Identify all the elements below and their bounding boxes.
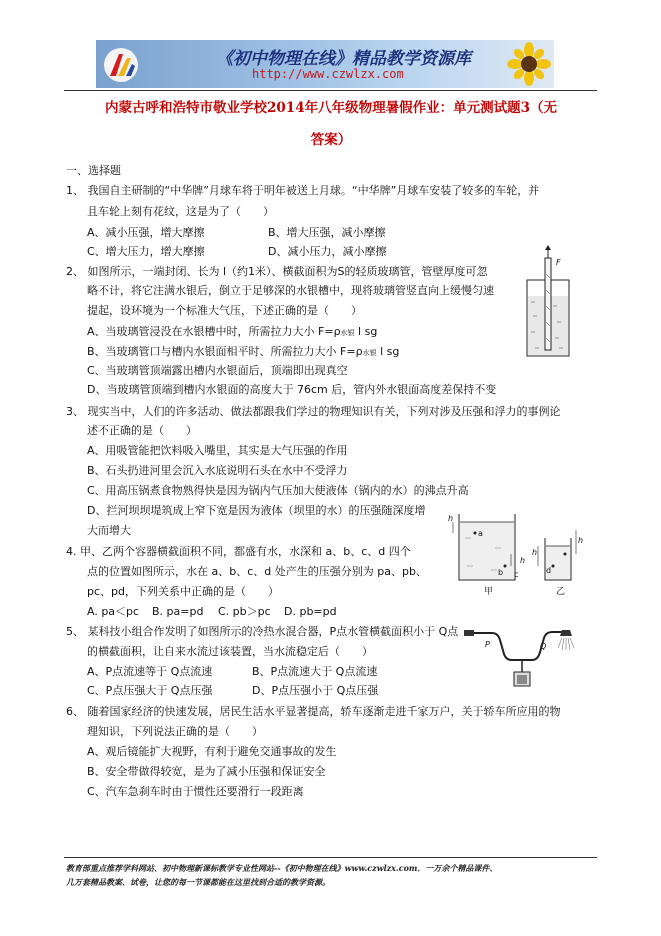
q2-figure-label-f: F (556, 258, 561, 267)
footer-line1: 教育部重点推荐学科网站、初中物理新课标教学专业性网站--《初中物理在线》www.czwlzx.com．一万余个精品课件、 (66, 863, 498, 873)
q5-fig-label-q: Q (540, 642, 547, 651)
q2-stem-line2: 略不计，将它注满水银后，倒立于足够深的水银槽中，现将玻璃管竖直向上缓慢匀速 (87, 284, 494, 297)
q2-option-a-end: l sg (358, 325, 378, 338)
q2-option-c: C、当玻璃管顶端露出槽内水银面后，顶端即出现真空 (87, 364, 348, 377)
banner-url: http://www.czwlzx.com (252, 67, 404, 81)
q4-fig-h4: h (578, 536, 584, 545)
q4-fig-h2: h (520, 556, 526, 565)
q1-option-a: A、减小压强，增大摩擦 (87, 226, 205, 239)
footer-line2: 几万套精品教案、试卷，让您的每一节课都能在这里找到合适的教学资源。 (66, 877, 330, 887)
q5-fig-label-p: P (485, 640, 490, 649)
q6-stem-line1: 6、 随着国家经济的快速发展，居民生活水平显著提高，轿车逐渐走进千家万户，关于轿车所应用的物 (66, 705, 561, 718)
q2-option-d: D、当玻璃管顶端到槽内水银面的高度大于 76cm 后，管内外水银面高度差保持不变 (87, 383, 497, 396)
q2-option-a (87, 325, 377, 340)
header-rule (64, 90, 597, 91)
q4-fig-label-yi: 乙 (556, 587, 566, 597)
q2-tube-figure (523, 244, 573, 359)
q5-option-c: C、P点压强大于 Q点压强 (87, 684, 213, 697)
footer-rule (64, 857, 597, 858)
q4-fig-label-b: b (498, 568, 504, 577)
q1-stem-line2: 且车轮上刻有花纹，这是为了（ ） (87, 205, 274, 218)
q4-fig-label-c: c (514, 570, 519, 579)
q4-fig-label-a: a (478, 529, 483, 538)
q4-fig-h3: h (532, 548, 538, 557)
q5-option-b: B、P点流速大于 Q点流速 (252, 665, 378, 678)
q3-option-a: A、用吸管能把饮料吸入嘴里，其实是大气压强的作用 (87, 444, 348, 457)
q2-option-b-text: B、当玻璃管口与槽内水银面相平时、所需拉力大小 F=ρ (87, 345, 363, 358)
q6-option-a: A、观后镜能扩大视野，有利于避免交通事故的发生 (87, 745, 337, 758)
document-title-line2: 答案） (310, 132, 352, 148)
q4-option-d: D. pb=pd (284, 605, 337, 618)
q4-fig-label-jia: 甲 (484, 587, 494, 597)
q1-option-b: B、增大压强，减小摩擦 (268, 226, 386, 239)
q3-stem-line1: 3、 现实当中，人们的许多活动、做法都跟我们学过的物理知识有关，下列对涉及压强和浮力的事例论 (66, 405, 561, 418)
q4-stem-line1: 4. 甲、乙两个容器横截面积不同，都盛有水，水深和 a、b、c、d 四个 (66, 545, 411, 558)
q6-option-b: B、安全带做得较宽，是为了减小压强和保证安全 (87, 765, 326, 778)
q3-option-d: D、拦河坝坝堤筑成上窄下宽是因为液体（坝里的水）的压强随深度增 (87, 504, 426, 517)
q2-option-b (87, 345, 399, 360)
q1-option-c: C、增大压力，增大摩擦 (87, 245, 205, 258)
q6-option-c: C、汽车急刹车时由于惯性还要滑行一段距离 (87, 785, 304, 798)
banner-title: 《初中物理在线》精品教学资源库 (216, 49, 471, 69)
q4-option-c: C. pb＞pc (218, 605, 271, 618)
q2-option-a-text: A、当玻璃管浸没在水银槽中时，所需拉力大小 F=ρ (87, 325, 341, 338)
q4-option-b: B. pa=pd (152, 605, 204, 618)
q2-stem-line1: 2、 如图所示，一端封闭、长为 l（约1米）、横截面积为S的轻质玻璃管，管壁厚度可忽 (66, 265, 488, 278)
document-title-line1: 内蒙古呼和浩特市敬业学校2014年八年级物理暑假作业：单元测试题3（无 (105, 100, 557, 116)
sunflower-icon (506, 42, 552, 86)
q5-option-d: D、P点压强小于 Q点压强 (252, 684, 379, 697)
q2-option-a-subscript: 水银 (340, 329, 355, 337)
q5-stem-line1: 5、 某科技小组合作发明了如图所示的冷热水混合器，P点水管横截面积小于 Q点 (66, 625, 459, 638)
site-logo-icon (102, 46, 140, 84)
q4-fig-h1: h (448, 514, 454, 523)
q4-stem-line2: 点的位置如图所示，水在 a、b、c、d 处产生的压强分别为 pa、pb、 (87, 565, 427, 578)
q2-option-b-subscript: 水银 (362, 349, 377, 357)
q5-option-a: A、P点流速等于 Q点流速 (87, 665, 213, 678)
header-banner (96, 40, 554, 88)
q1-stem-line1: 1、 我国自主研制的“中华牌”月球车将于明年被送上月球。“中华牌”月球车安装了较多的车轮，并 (66, 184, 540, 197)
q2-option-b-end: l sg (380, 345, 400, 358)
q3-option-b: B、石头扔进河里会沉入水底说明石头在水中不受浮力 (87, 464, 348, 477)
q6-stem-line2: 理知识，下列说法正确的是（ ） (87, 725, 263, 738)
q4-option-a: A. pa＜pc (87, 605, 140, 618)
q3-stem-line2: 述不正确的是（ ） (87, 424, 197, 437)
q4-stem-line3: pc、pd，下列关系中正确的是（ ） (87, 585, 279, 598)
q4-fig-label-d: d (546, 566, 552, 575)
q3-option-c: C、用高压锅煮食物熟得快是因为锅内气压加大使液体（锅内的水）的沸点升高 (87, 484, 469, 497)
section-heading: 一、选择题 (66, 164, 121, 177)
q5-mixer-figure (462, 626, 582, 690)
q3-option-d-cont: 大而增大 (87, 524, 131, 537)
q5-stem-line2: 的横截面积，让自来水流过该装置，当水流稳定后（ ） (87, 645, 373, 658)
q2-stem-line3: 提起，设环境为一个标准大气压，下述正确的是（ ） (87, 304, 362, 317)
q1-option-d: D、减小压力，减小摩擦 (268, 245, 387, 258)
